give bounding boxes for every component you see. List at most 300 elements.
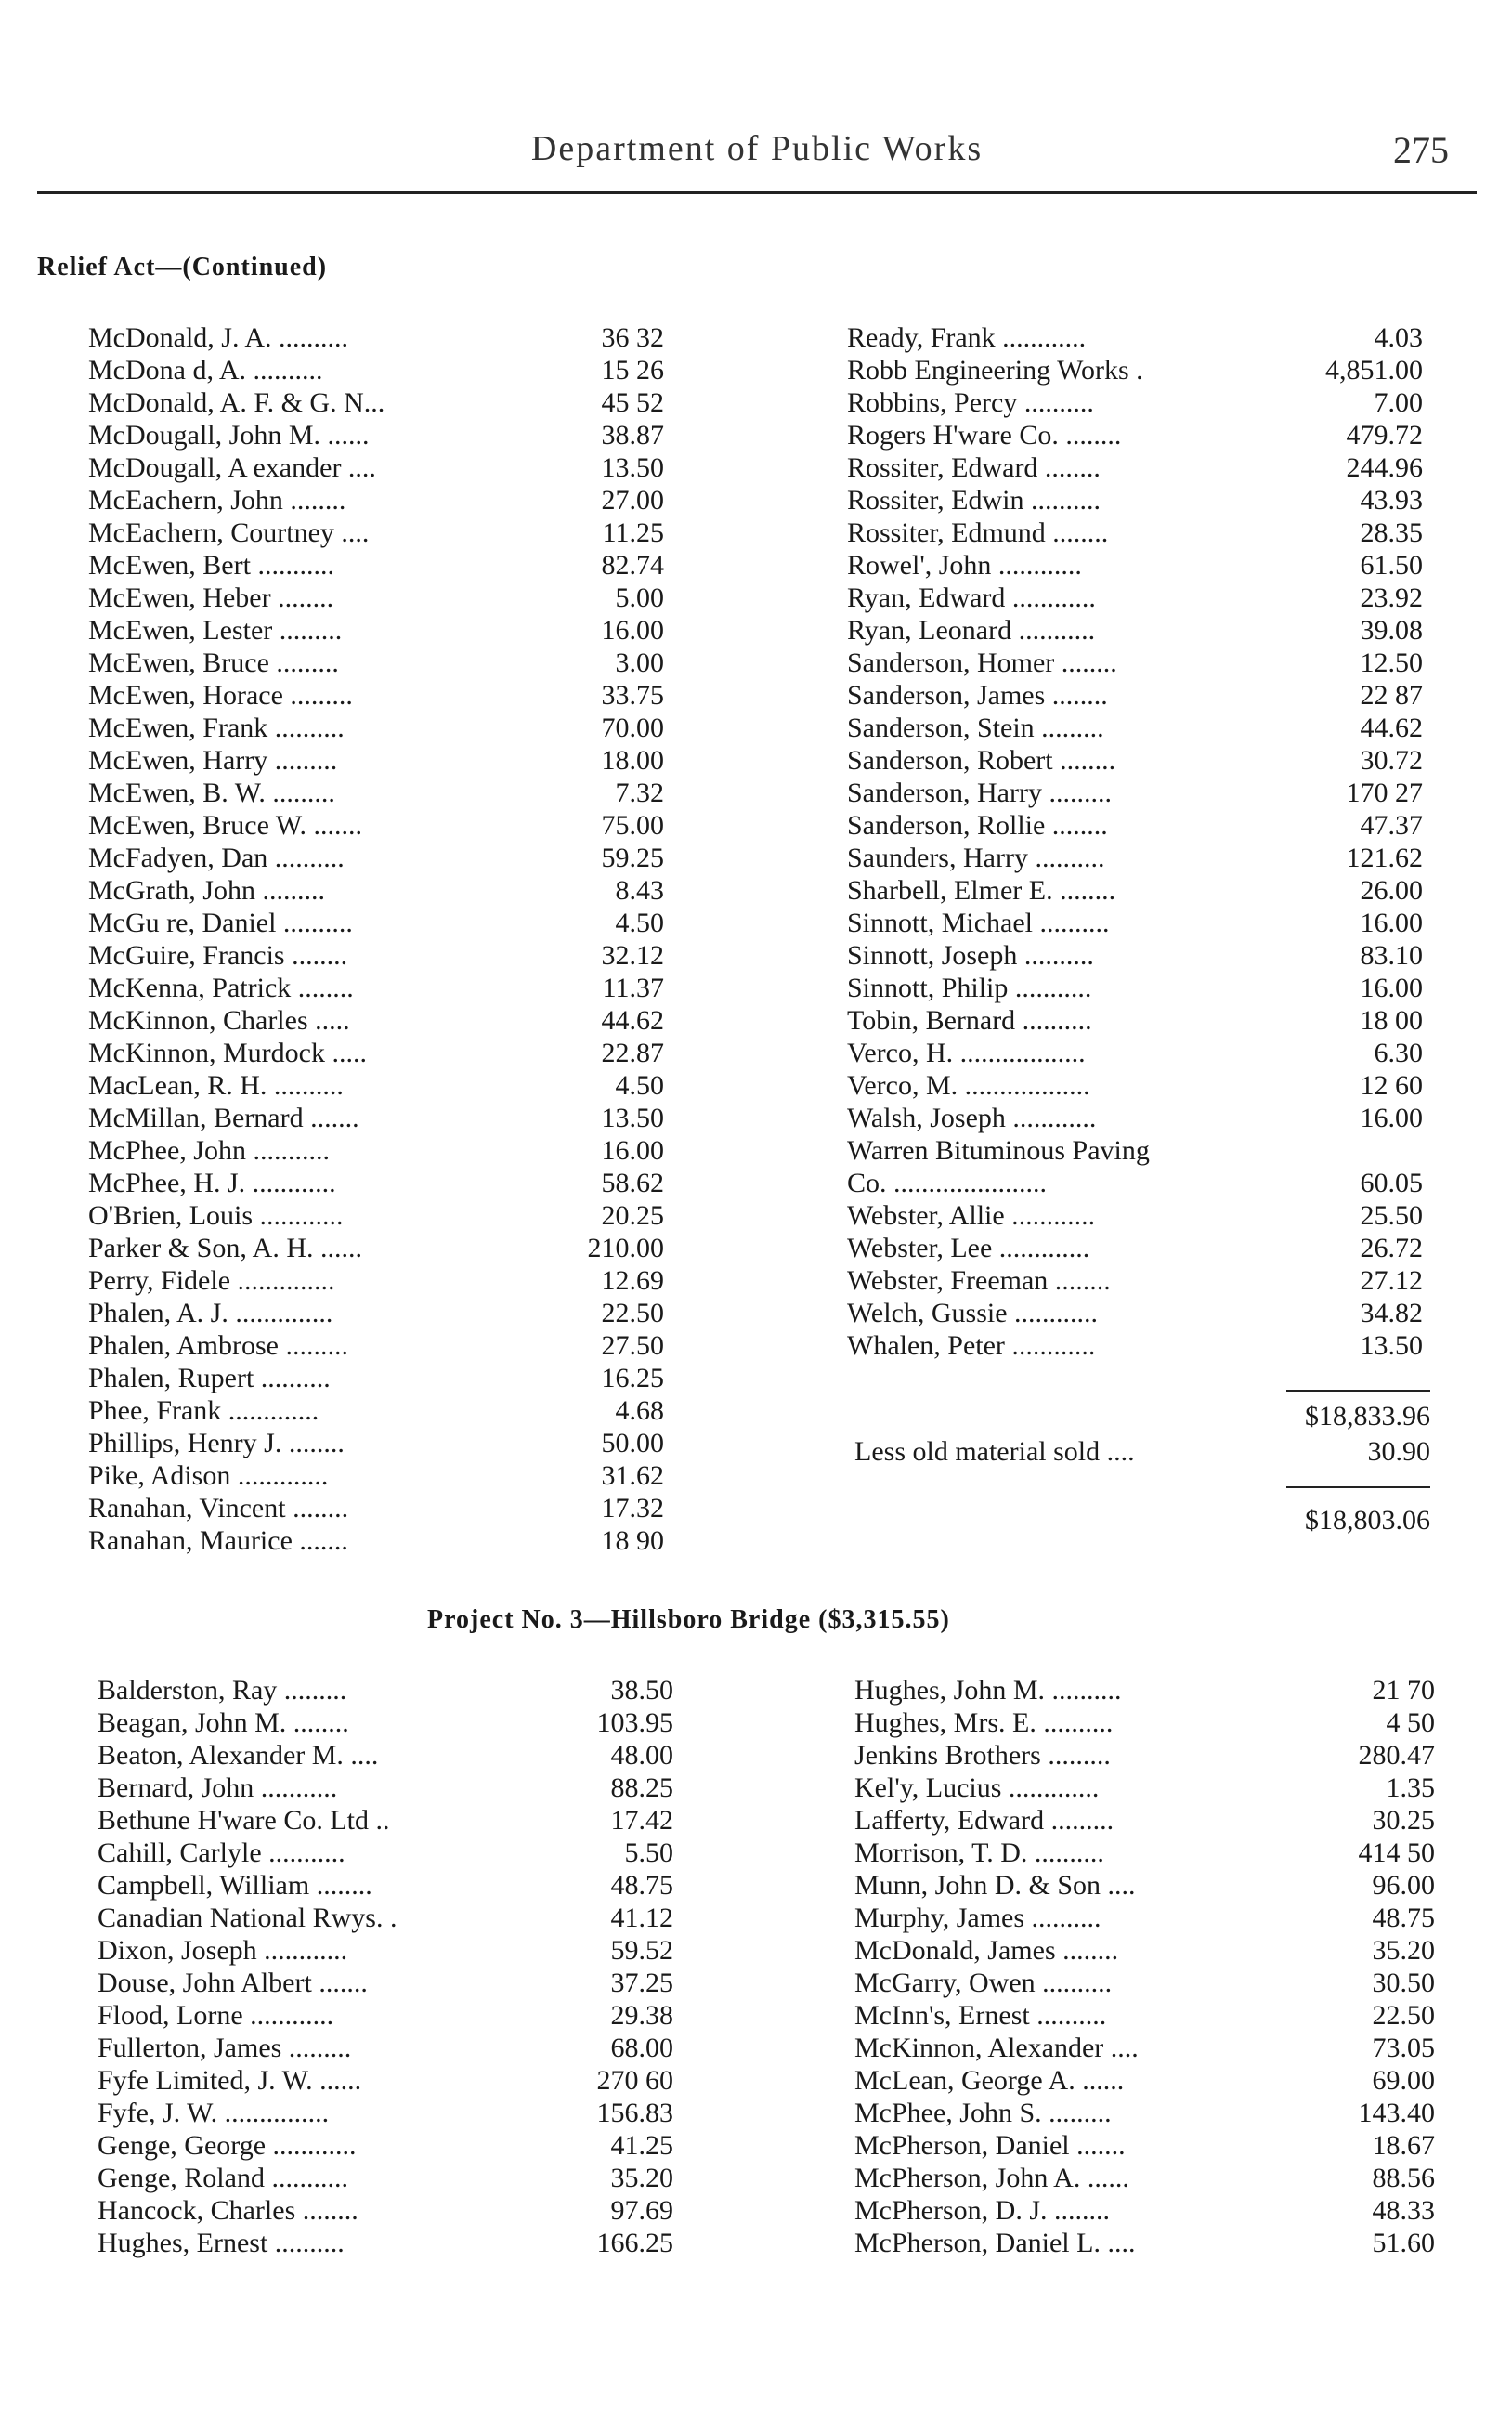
payee-name: Rossiter, Edward ........ <box>847 452 1101 483</box>
payment-amount: 18 90 <box>601 1525 664 1556</box>
payee-name: Sanderson, Harry ......... <box>847 778 1112 808</box>
payee-name: Verco, M. .................. <box>847 1070 1090 1101</box>
payment-amount: 22.50 <box>601 1298 664 1328</box>
payee-name: MacLean, R. H. .......... <box>88 1070 344 1101</box>
ledger-row <box>854 1999 1435 2032</box>
ledger-row <box>88 777 664 809</box>
payee-name: Fyfe Limited, J. W. ...... <box>98 2065 362 2096</box>
ledger-row <box>847 1297 1423 1329</box>
ledger-row <box>88 1102 664 1134</box>
payee-name: McDona d, A. .......... <box>88 355 323 386</box>
payee-name: Walsh, Joseph ............ <box>847 1103 1097 1133</box>
payee-name: Canadian National Rwys. . <box>98 1903 398 1933</box>
payment-amount: 48.75 <box>610 1870 673 1901</box>
ledger-row <box>88 1004 664 1037</box>
payment-amount: 22 87 <box>1360 680 1423 711</box>
payment-amount: 48.00 <box>610 1740 673 1771</box>
payee-name: Phillips, Henry J. ........ <box>88 1428 345 1458</box>
ledger-row <box>847 451 1423 484</box>
ledger-row <box>98 1967 673 1999</box>
payee-name: Ryan, Leonard ........... <box>847 615 1096 646</box>
payment-amount: 1.35 <box>1386 1772 1435 1803</box>
ledger-row <box>98 1999 673 2032</box>
payment-amount: 88.56 <box>1372 2163 1435 2193</box>
payment-amount: 22.50 <box>1372 2000 1435 2031</box>
ledger-row <box>98 1902 673 1934</box>
payee-name: McPherson, Daniel ....... <box>854 2130 1126 2161</box>
payee-name: Dixon, Joseph ............ <box>98 1935 348 1966</box>
payment-amount: 58.62 <box>601 1168 664 1198</box>
payee-name: Bethune H'ware Co. Ltd .. <box>98 1805 390 1836</box>
payee-name: McPherson, Daniel L. .... <box>854 2228 1136 2258</box>
ledger-row <box>854 1902 1435 1934</box>
payment-amount: 18.00 <box>601 745 664 776</box>
payee-name: McEwen, Lester ......... <box>88 615 343 646</box>
payee-name: Genge, George ............ <box>98 2130 357 2161</box>
payment-amount: 12.69 <box>601 1265 664 1296</box>
payee-name: Phalen, Ambrose ......... <box>88 1330 348 1361</box>
payee-name: Beaton, Alexander M. .... <box>98 1740 379 1771</box>
payee-name: McPhee, H. J. ............ <box>88 1168 336 1198</box>
payment-amount: 31.62 <box>601 1460 664 1491</box>
payee-name: Cahill, Carlyle ........... <box>98 1837 345 1868</box>
ledger-row <box>847 1329 1423 1362</box>
payment-amount: 70.00 <box>601 713 664 743</box>
ledger-row <box>88 1524 664 1557</box>
payment-amount: 29.38 <box>610 2000 673 2031</box>
payment-amount: 37.25 <box>610 1968 673 1998</box>
payment-amount: 73.05 <box>1372 2033 1435 2063</box>
ledger-row <box>847 1134 1423 1167</box>
ledger-row <box>98 2162 673 2194</box>
payment-amount: 83.10 <box>1360 940 1423 971</box>
payment-amount: 13.50 <box>601 452 664 483</box>
payee-name: McKinnon, Charles ..... <box>88 1005 350 1036</box>
payee-name: Munn, John D. & Son .... <box>854 1870 1136 1901</box>
ledger-row <box>854 2097 1435 2129</box>
payee-name: Kel'y, Lucius ............. <box>854 1772 1100 1803</box>
payee-name: Ryan, Edward ............ <box>847 582 1096 613</box>
payment-amount: 44.62 <box>601 1005 664 1036</box>
payee-name: Lafferty, Edward ......... <box>854 1805 1114 1836</box>
ledger-row <box>847 354 1423 386</box>
ledger-row <box>847 386 1423 419</box>
ledger-row <box>98 2129 673 2162</box>
ledger-row <box>88 321 664 354</box>
payee-name: Douse, John Albert ....... <box>98 1968 368 1998</box>
ledger-row <box>88 451 664 484</box>
ledger-row <box>847 809 1423 842</box>
payment-amount: 28.35 <box>1360 517 1423 548</box>
ledger-row <box>98 2097 673 2129</box>
ledger-row <box>88 874 664 907</box>
payee-name: Balderston, Ray ......... <box>98 1675 347 1706</box>
ledger-row <box>88 1362 664 1394</box>
ledger-row <box>88 386 664 419</box>
ledger-row <box>88 1459 664 1492</box>
ledger-row <box>88 842 664 874</box>
payee-name: Rowel', John ............ <box>847 550 1082 581</box>
ledger-row <box>88 1329 664 1362</box>
ledger-row <box>847 907 1423 939</box>
ledger-row <box>854 2227 1435 2259</box>
payment-amount: 21 70 <box>1372 1675 1435 1706</box>
payment-amount: 15 26 <box>601 355 664 386</box>
payment-amount: 26.00 <box>1360 875 1423 906</box>
payment-amount: 16.25 <box>601 1363 664 1393</box>
page-header <box>37 128 1477 193</box>
payee-name: Sharbell, Elmer E. ........ <box>847 875 1116 906</box>
ledger-row <box>88 1427 664 1459</box>
payment-amount: 26.72 <box>1360 1233 1423 1263</box>
payee-name: Phalen, Rupert .......... <box>88 1363 331 1393</box>
ledger-row <box>88 549 664 582</box>
ledger-row <box>854 1869 1435 1902</box>
payee-name: Sinnott, Michael .......... <box>847 908 1110 938</box>
ledger-row <box>847 614 1423 647</box>
payee-name: Phee, Frank ............. <box>88 1395 319 1426</box>
payment-amount: 48.33 <box>1372 2195 1435 2226</box>
ledger-row <box>854 2162 1435 2194</box>
payment-amount: 22.87 <box>601 1038 664 1068</box>
ledger-row <box>88 614 664 647</box>
payment-amount: 48.75 <box>1372 1903 1435 1933</box>
payment-amount: 33.75 <box>601 680 664 711</box>
ledger-row <box>847 1264 1423 1297</box>
payment-amount: 244.96 <box>1346 452 1423 483</box>
page-title: Department of Public Works <box>530 129 984 168</box>
ledger-row <box>98 2032 673 2064</box>
payee-name: Hancock, Charles ........ <box>98 2195 358 2226</box>
payee-name: Sanderson, Rollie ........ <box>847 810 1108 841</box>
payee-name: McEwen, Bruce W. ....... <box>88 810 362 841</box>
ledger-row <box>854 1934 1435 1967</box>
payee-name: McEwen, Frank .......... <box>88 713 345 743</box>
payee-name: Hughes, Ernest .......... <box>98 2228 345 2258</box>
ledger-row <box>88 1167 664 1199</box>
payee-name: Genge, Roland ........... <box>98 2163 348 2193</box>
header-rule <box>37 191 1477 194</box>
ledger-row <box>98 2064 673 2097</box>
ledger-row <box>847 1004 1423 1037</box>
payment-amount: 41.12 <box>610 1903 673 1933</box>
ledger-row <box>847 972 1423 1004</box>
payee-name: Parker & Son, A. H. ...... <box>88 1233 362 1263</box>
payee-name: Bernard, John ........... <box>98 1772 338 1803</box>
payment-amount: 4.68 <box>615 1395 664 1426</box>
payment-amount: 4.50 <box>615 1070 664 1101</box>
payment-amount: 35.20 <box>610 2163 673 2193</box>
payee-name: Rogers H'ware Co. ........ <box>847 420 1122 451</box>
payee-name: Sinnott, Philip ........... <box>847 973 1092 1003</box>
payee-name: Whalen, Peter ............ <box>847 1330 1096 1361</box>
payment-amount: 96.00 <box>1372 1870 1435 1901</box>
payee-name: McLean, George A. ...... <box>854 2065 1125 2096</box>
subtotal-rule <box>1286 1390 1430 1392</box>
payee-name: McEachern, Courtney .... <box>88 517 370 548</box>
payment-amount: 8.43 <box>615 875 664 906</box>
ledger-row <box>854 1804 1435 1837</box>
ledger-row <box>847 712 1423 744</box>
payment-amount: 32.12 <box>601 940 664 971</box>
payee-name: McFadyen, Dan .......... <box>88 843 345 873</box>
payment-amount: 6.30 <box>1374 1038 1423 1068</box>
payment-amount: 4.03 <box>1374 322 1423 353</box>
ledger-row <box>88 809 664 842</box>
payee-name: McPhee, John S. ......... <box>854 2098 1112 2128</box>
ledger-row <box>88 939 664 972</box>
payee-name: McDonald, A. F. & G. N... <box>88 387 385 418</box>
ledger-row <box>98 1739 673 1772</box>
payee-name: Morrison, T. D. .......... <box>854 1837 1104 1868</box>
payee-name: Robb Engineering Works . <box>847 355 1143 386</box>
payee-name: McKinnon, Alexander .... <box>854 2033 1139 2063</box>
payee-name: McMillan, Bernard ....... <box>88 1103 359 1133</box>
payee-name: McPherson, John A. ...... <box>854 2163 1129 2193</box>
payee-name: Webster, Freeman ........ <box>847 1265 1111 1296</box>
ledger-row <box>98 2227 673 2259</box>
relief-total: $18,803.06 <box>1305 1505 1430 1536</box>
payee-name: McEwen, Horace ......... <box>88 680 353 711</box>
payee-name: Co. ...................... <box>847 1168 1048 1198</box>
payment-amount: 23.92 <box>1360 582 1423 613</box>
payee-name: McEwen, Heber ........ <box>88 582 334 613</box>
payee-name: Perry, Fidele .............. <box>88 1265 335 1296</box>
payment-amount: 270 60 <box>596 2065 673 2096</box>
payee-name: Jenkins Brothers ......... <box>854 1740 1111 1771</box>
payee-name: O'Brien, Louis ............ <box>88 1200 344 1231</box>
ledger-row <box>98 1934 673 1967</box>
payee-name: McGu re, Daniel .......... <box>88 908 353 938</box>
payment-amount: 16.00 <box>1360 908 1423 938</box>
payment-amount: 34.82 <box>1360 1298 1423 1328</box>
total-rule <box>1286 1486 1430 1488</box>
payee-name: McEwen, Bert ........... <box>88 550 334 581</box>
payment-amount: 38.50 <box>610 1675 673 1706</box>
payment-amount: 43.93 <box>1360 485 1423 516</box>
payment-amount: 479.72 <box>1346 420 1423 451</box>
ledger-row <box>847 939 1423 972</box>
ledger-row <box>847 582 1423 614</box>
ledger-row <box>88 972 664 1004</box>
ledger-row <box>854 1706 1435 1739</box>
ledger-row <box>847 744 1423 777</box>
payment-amount: 12.50 <box>1360 647 1423 678</box>
payment-amount: 7.00 <box>1374 387 1423 418</box>
payment-amount: 68.00 <box>610 2033 673 2063</box>
ledger-row <box>854 2032 1435 2064</box>
payment-amount: 5.00 <box>615 582 664 613</box>
payee-name: Robbins, Percy .......... <box>847 387 1094 418</box>
payment-amount: 27.12 <box>1360 1265 1423 1296</box>
payee-name: Rossiter, Edmund ........ <box>847 517 1109 548</box>
payment-amount: 4 50 <box>1386 1707 1435 1738</box>
payee-name: Ready, Frank ............ <box>847 322 1087 353</box>
ledger-row <box>88 1394 664 1427</box>
payment-amount: 12 60 <box>1360 1070 1423 1101</box>
payee-name: McKinnon, Murdock ..... <box>88 1038 367 1068</box>
ledger-row <box>88 582 664 614</box>
ledger-row <box>88 354 664 386</box>
payee-name: Sanderson, Robert ........ <box>847 745 1116 776</box>
less-material-label: Less old material sold .... <box>854 1436 1135 1467</box>
payment-amount: 41.25 <box>610 2130 673 2161</box>
payee-name: Saunders, Harry .......... <box>847 843 1105 873</box>
ledger-row <box>847 679 1423 712</box>
payment-amount: 143.40 <box>1358 2098 1435 2128</box>
ledger-row <box>854 1739 1435 1772</box>
ledger-row <box>854 1837 1435 1869</box>
relief-left-column <box>88 321 664 1557</box>
payee-name: Ranahan, Maurice ....... <box>88 1525 348 1556</box>
payment-amount: 18 00 <box>1360 1005 1423 1036</box>
ledger-row <box>88 712 664 744</box>
payment-amount: 20.25 <box>601 1200 664 1231</box>
payee-name: Sanderson, James ........ <box>847 680 1108 711</box>
ledger-row <box>88 907 664 939</box>
ledger-row <box>854 2064 1435 2097</box>
payment-amount: 156.83 <box>596 2098 673 2128</box>
payee-name: Hughes, John M. .......... <box>854 1675 1122 1706</box>
payment-amount: 44.62 <box>1360 713 1423 743</box>
relief-section-heading: Relief Act—(Continued) <box>37 253 328 281</box>
ledger-row <box>88 1199 664 1232</box>
payee-name: McKenna, Patrick ........ <box>88 973 354 1003</box>
payee-name: McEachern, John ........ <box>88 485 346 516</box>
payee-name: McInn's, Ernest .......... <box>854 2000 1107 2031</box>
payee-name: McEwen, B. W. ......... <box>88 778 335 808</box>
payment-amount: 11.37 <box>602 973 664 1003</box>
ledger-row <box>88 1232 664 1264</box>
payment-amount: 16.00 <box>601 615 664 646</box>
payment-amount: 13.50 <box>601 1103 664 1133</box>
payee-name: Fyfe, J. W. ............... <box>98 2098 330 2128</box>
ledger-row <box>847 842 1423 874</box>
ledger-row <box>854 2129 1435 2162</box>
ledger-row <box>847 549 1423 582</box>
payment-amount: 25.50 <box>1360 1200 1423 1231</box>
payment-amount: 59.52 <box>610 1935 673 1966</box>
payee-name: McDonald, James ........ <box>854 1935 1119 1966</box>
relief-subtotal: $18,833.96 <box>1305 1401 1430 1432</box>
payment-amount: 88.25 <box>610 1772 673 1803</box>
payee-name: McEwen, Bruce ......... <box>88 647 339 678</box>
payment-amount: 16.00 <box>1360 973 1423 1003</box>
payee-name: Campbell, William ........ <box>98 1870 372 1901</box>
ledger-row <box>88 679 664 712</box>
ledger-row <box>88 1492 664 1524</box>
ledger-row <box>88 1134 664 1167</box>
payee-name: Fullerton, James ......... <box>98 2033 352 2063</box>
payee-name: Sinnott, Joseph .......... <box>847 940 1094 971</box>
ledger-row <box>98 1804 673 1837</box>
payee-name: Welch, Gussie ............ <box>847 1298 1099 1328</box>
payee-name: McDougall, A exander .... <box>88 452 376 483</box>
payment-amount: 414 50 <box>1358 1837 1435 1868</box>
payee-name: Rossiter, Edwin .......... <box>847 485 1101 516</box>
ledger-row <box>847 516 1423 549</box>
payment-amount: 7.32 <box>615 778 664 808</box>
ledger-row <box>88 647 664 679</box>
payment-amount: 13.50 <box>1360 1330 1423 1361</box>
payment-amount: 69.00 <box>1372 2065 1435 2096</box>
payment-amount: 170 27 <box>1346 778 1423 808</box>
payee-name: McGarry, Owen .......... <box>854 1968 1113 1998</box>
project-section-heading: Project No. 3—Hillsboro Bridge ($3,315.55) <box>427 1605 950 1634</box>
payment-amount: 4.50 <box>615 908 664 938</box>
ledger-row <box>88 1297 664 1329</box>
payment-amount: 27.50 <box>601 1330 664 1361</box>
ledger-row <box>847 647 1423 679</box>
payment-amount: 166.25 <box>596 2228 673 2258</box>
ledger-row <box>847 484 1423 516</box>
ledger-row <box>854 1674 1435 1706</box>
payment-amount: 36 32 <box>601 322 664 353</box>
relief-right-column <box>847 321 1423 1362</box>
payment-amount: 50.00 <box>601 1428 664 1458</box>
project-left-column <box>98 1674 673 2259</box>
payment-amount: 35.20 <box>1372 1935 1435 1966</box>
payee-name: McDougall, John M. ...... <box>88 420 370 451</box>
ledger-row <box>98 2194 673 2227</box>
payee-name: McDonald, J. A. .......... <box>88 322 348 353</box>
ledger-row <box>847 321 1423 354</box>
payment-amount: 59.25 <box>601 843 664 873</box>
ledger-row <box>847 1069 1423 1102</box>
payee-name: McPhee, John ........... <box>88 1135 330 1166</box>
ledger-row <box>847 874 1423 907</box>
payee-name: Warren Bituminous Paving <box>847 1135 1150 1166</box>
ledger-row <box>854 1967 1435 1999</box>
ledger-row <box>847 1199 1423 1232</box>
payee-name: Webster, Allie ............ <box>847 1200 1096 1231</box>
ledger-row <box>847 1102 1423 1134</box>
payment-amount: 18.67 <box>1372 2130 1435 2161</box>
payment-amount: 39.08 <box>1360 615 1423 646</box>
payment-amount: 61.50 <box>1360 550 1423 581</box>
payee-name: Sanderson, Stein ......... <box>847 713 1104 743</box>
ledger-row <box>847 1232 1423 1264</box>
payment-amount: 16.00 <box>601 1135 664 1166</box>
payee-name: McGuire, Francis ........ <box>88 940 348 971</box>
payment-amount: 16.00 <box>1360 1103 1423 1133</box>
payee-name: Sanderson, Homer ........ <box>847 647 1117 678</box>
ledger-row <box>98 1837 673 1869</box>
payment-amount: 75.00 <box>601 810 664 841</box>
payment-amount: 30.25 <box>1372 1805 1435 1836</box>
payee-name: Hughes, Mrs. E. .......... <box>854 1707 1114 1738</box>
payment-amount: 82.74 <box>601 550 664 581</box>
payee-name: McGrath, John ......... <box>88 875 325 906</box>
payment-amount: 30.72 <box>1360 745 1423 776</box>
payee-name: Beagan, John M. ........ <box>98 1707 349 1738</box>
ledger-row <box>847 777 1423 809</box>
payee-name: McPherson, D. J. ........ <box>854 2195 1110 2226</box>
ledger-row <box>854 1772 1435 1804</box>
payee-name: McEwen, Harry ......... <box>88 745 338 776</box>
ledger-row <box>88 744 664 777</box>
payment-amount: 103.95 <box>596 1707 673 1738</box>
ledger-row <box>88 1037 664 1069</box>
payment-amount: 38.87 <box>601 420 664 451</box>
project-right-column <box>854 1674 1435 2259</box>
payment-amount: 60.05 <box>1360 1168 1423 1198</box>
ledger-row <box>88 484 664 516</box>
page-number: 275 <box>1393 129 1449 171</box>
payee-name: Tobin, Bernard .......... <box>847 1005 1092 1036</box>
ledger-row <box>847 419 1423 451</box>
payment-amount: 47.37 <box>1360 810 1423 841</box>
